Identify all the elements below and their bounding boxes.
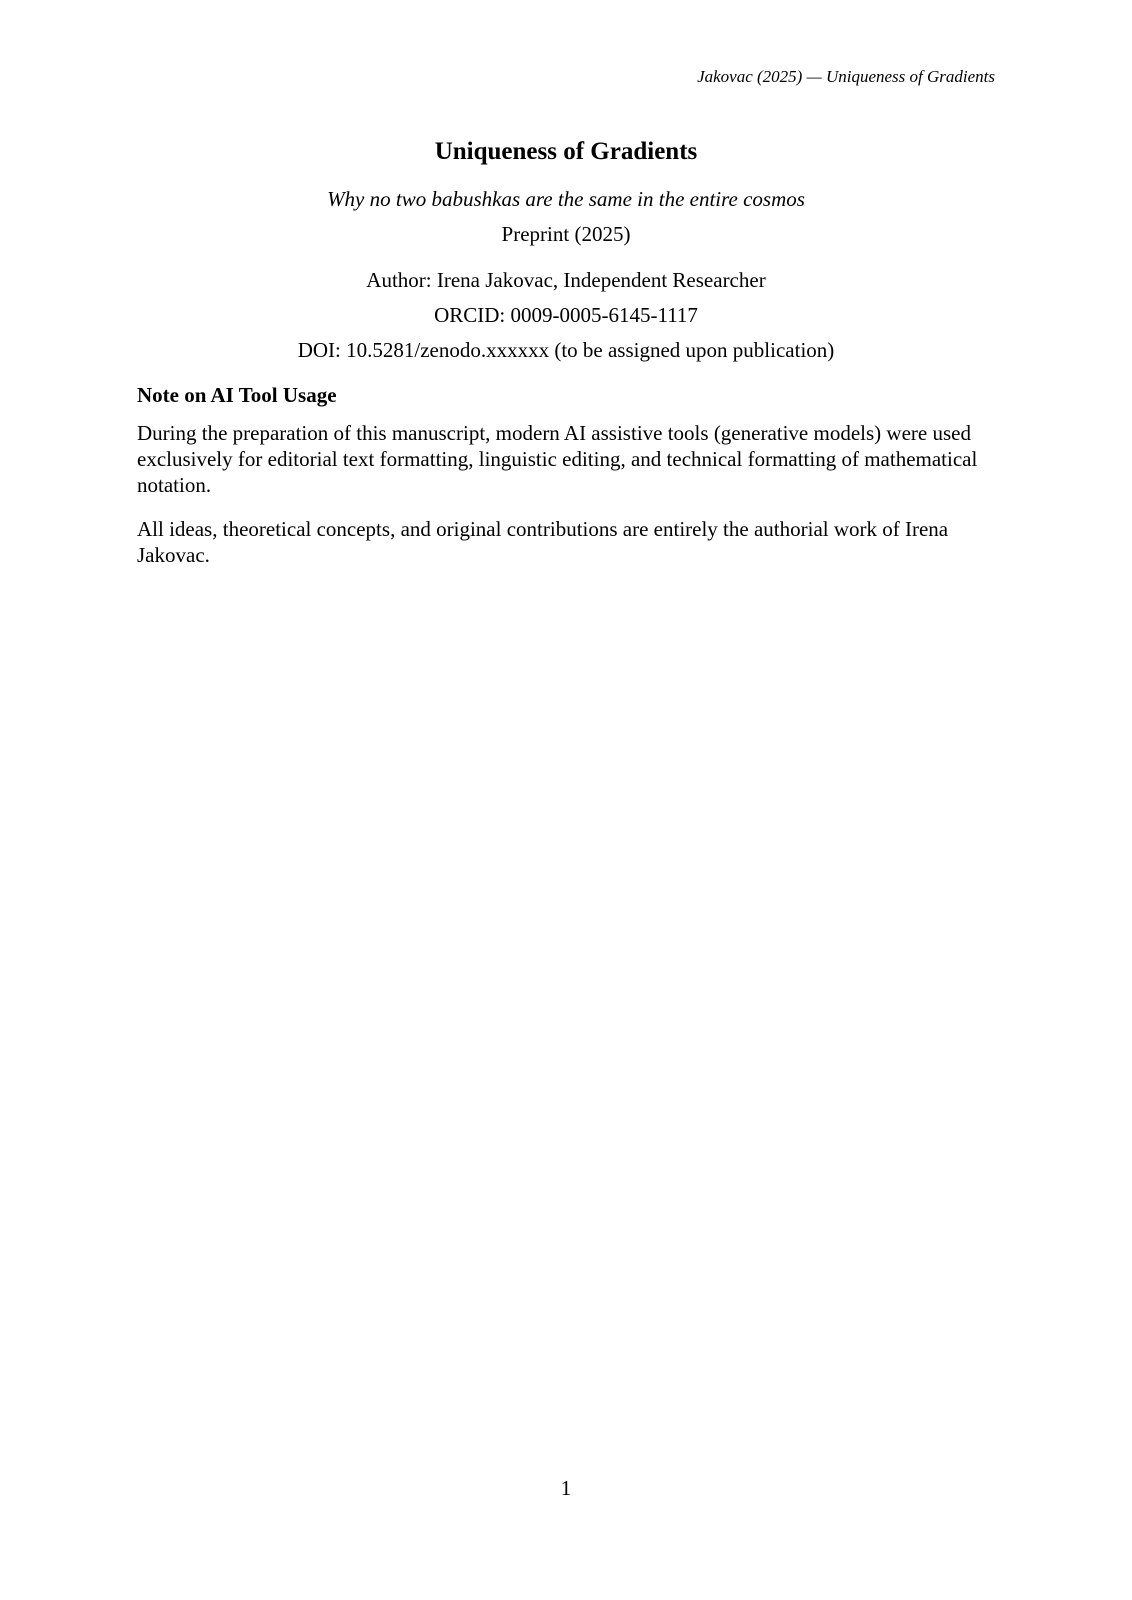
paper-title: Uniqueness of Gradients <box>434 138 698 165</box>
ai-note-paragraph-1: During the preparation of this manuscript, modern AI assistive tools (generative models) were used exclusively for editorial text formatting, linguistic editing, and technical formatting of mathematical notation. <box>137 421 978 497</box>
ai-note-paragraph-2: All ideas, theoretical concepts, and original contributions are entirely the authorial work of Irena Jakovac. <box>137 517 949 567</box>
doi-line: DOI: 10.5281/zenodo.xxxxxx (to be assigned upon publication) <box>297 338 835 362</box>
publication-status: Preprint (2025) <box>501 222 631 246</box>
running-header: Jakovac (2025) — Uniqueness of Gradients <box>697 67 995 86</box>
paper-subtitle: Why no two babushkas are the same in the entire cosmos <box>327 187 805 211</box>
orcid-line: ORCID: 0009-0005-6145-1117 <box>434 303 698 327</box>
ai-note-heading: Note on AI Tool Usage <box>137 383 337 407</box>
author-line: Author: Irena Jakovac, Independent Researcher <box>366 268 766 292</box>
page-number: 1 <box>560 1476 572 1500</box>
